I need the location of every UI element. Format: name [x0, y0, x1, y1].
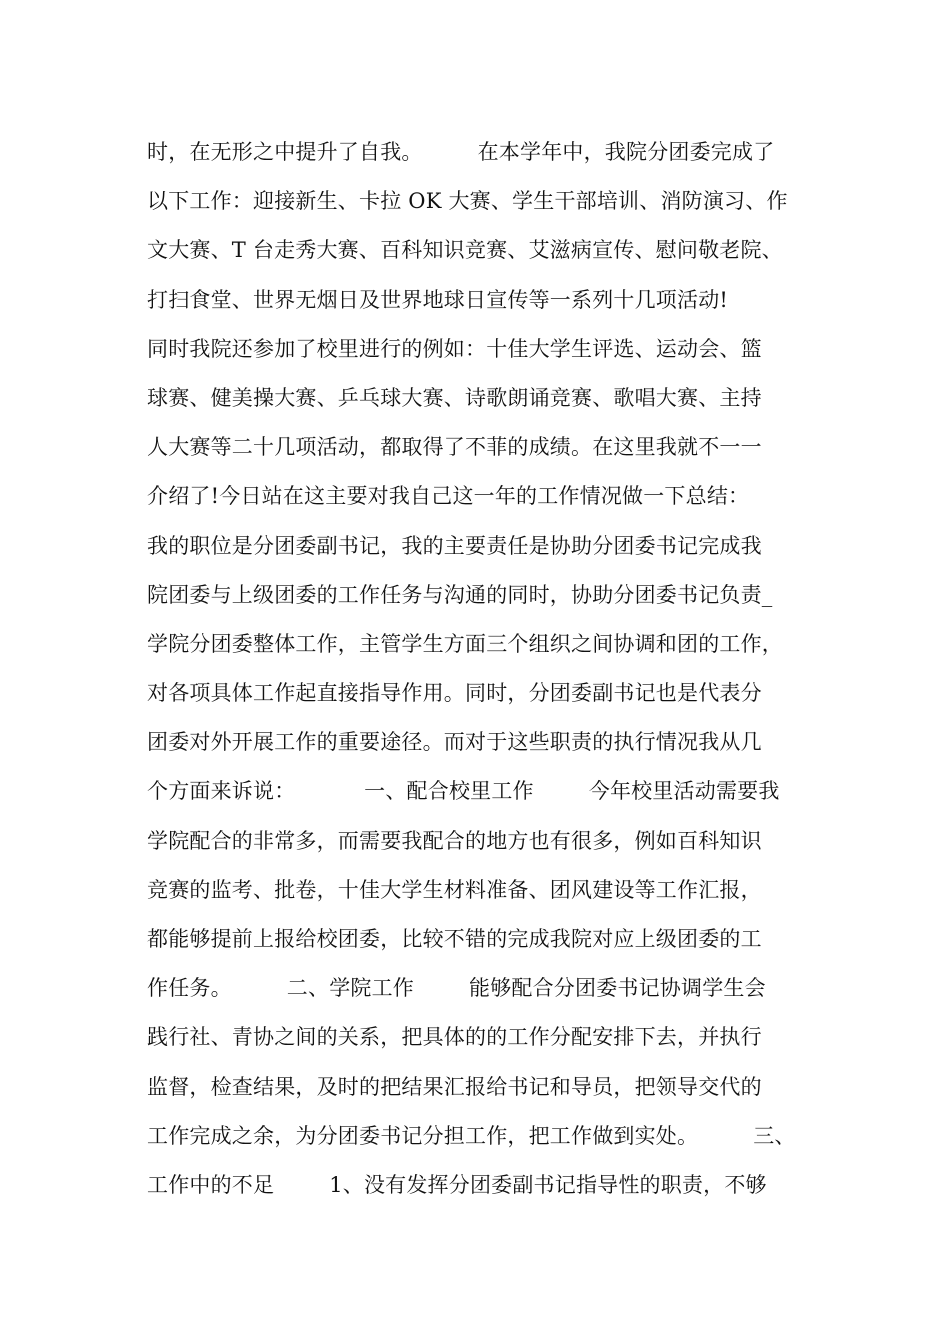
text-line: 打扫食堂、世界无烟日及世界地球日宣传等一系列十几项活动!: [147, 287, 729, 312]
text-line: 文大赛、T 台走秀大赛、百科知识竞赛、艾滋病宣传、慰问敬老院、: [147, 238, 783, 263]
text-line: 践行社、青协之间的关系，把具体的的工作分配安排下去，并执行: [147, 1025, 762, 1050]
text-line: 时，在无形之中提升了自我。 在本学年中，我院分团委完成了: [147, 140, 775, 164]
text-line: 学院配合的非常多，而需要我配合的地方也有很多，例如百科知识: [147, 828, 762, 853]
body-text: [147, 128, 837, 1210]
text-line: 工作完成之余，为分团委书记分担工作，把工作做到实处。 三、: [147, 1123, 796, 1148]
text-line: 对各项具体工作起直接指导作用。同时，分团委副书记也是代表分: [147, 681, 762, 706]
text-line: 监督，检查结果，及时的把结果汇报给书记和导员，把领导交代的: [147, 1074, 762, 1099]
text-line: 同时我院还参加了校里进行的例如：十佳大学生评选、运动会、篮: [147, 336, 762, 361]
text-line: 团委对外开展工作的重要途径。而对于这些职责的执行情况我从几: [147, 730, 762, 755]
text-line: 竞赛的监考、批卷，十佳大学生材料准备、团风建设等工作汇报，: [147, 877, 762, 902]
text-line: 学院分团委整体工作，主管学生方面三个组织之间协调和团的工作，: [147, 631, 783, 656]
text-line: 个方面来诉说： 一、配合校里工作 今年校里活动需要我: [147, 779, 780, 804]
text-line: 都能够提前上报给校团委，比较不错的完成我院对应上级团委的工: [147, 927, 762, 951]
text-line: 介绍了!今日站在这主要对我自己这一年的工作情况做一下总结：: [147, 484, 750, 509]
text-line: 我的职位是分团委副书记，我的主要责任是协助分团委书记完成我: [147, 533, 762, 558]
text-line: 作任务。 二、学院工作 能够配合分团委书记协调学生会: [147, 976, 766, 1001]
text-line: 工作中的不足 1、没有发挥分团委副书记指导性的职责，不够: [147, 1172, 767, 1197]
text-line: 人大赛等二十几项活动，都取得了不菲的成绩。在这里我就不一一: [147, 435, 762, 460]
text-line: 院团委与上级团委的工作任务与沟通的同时，协助分团委书记负责_: [147, 582, 773, 607]
text-line: 以下工作：迎接新生、卡拉 OK 大赛、学生干部培训、消防演习、作: [147, 189, 788, 214]
text-line: 球赛、健美操大赛、乒乓球大赛、诗歌朗诵竞赛、歌唱大赛、主持: [147, 385, 762, 410]
